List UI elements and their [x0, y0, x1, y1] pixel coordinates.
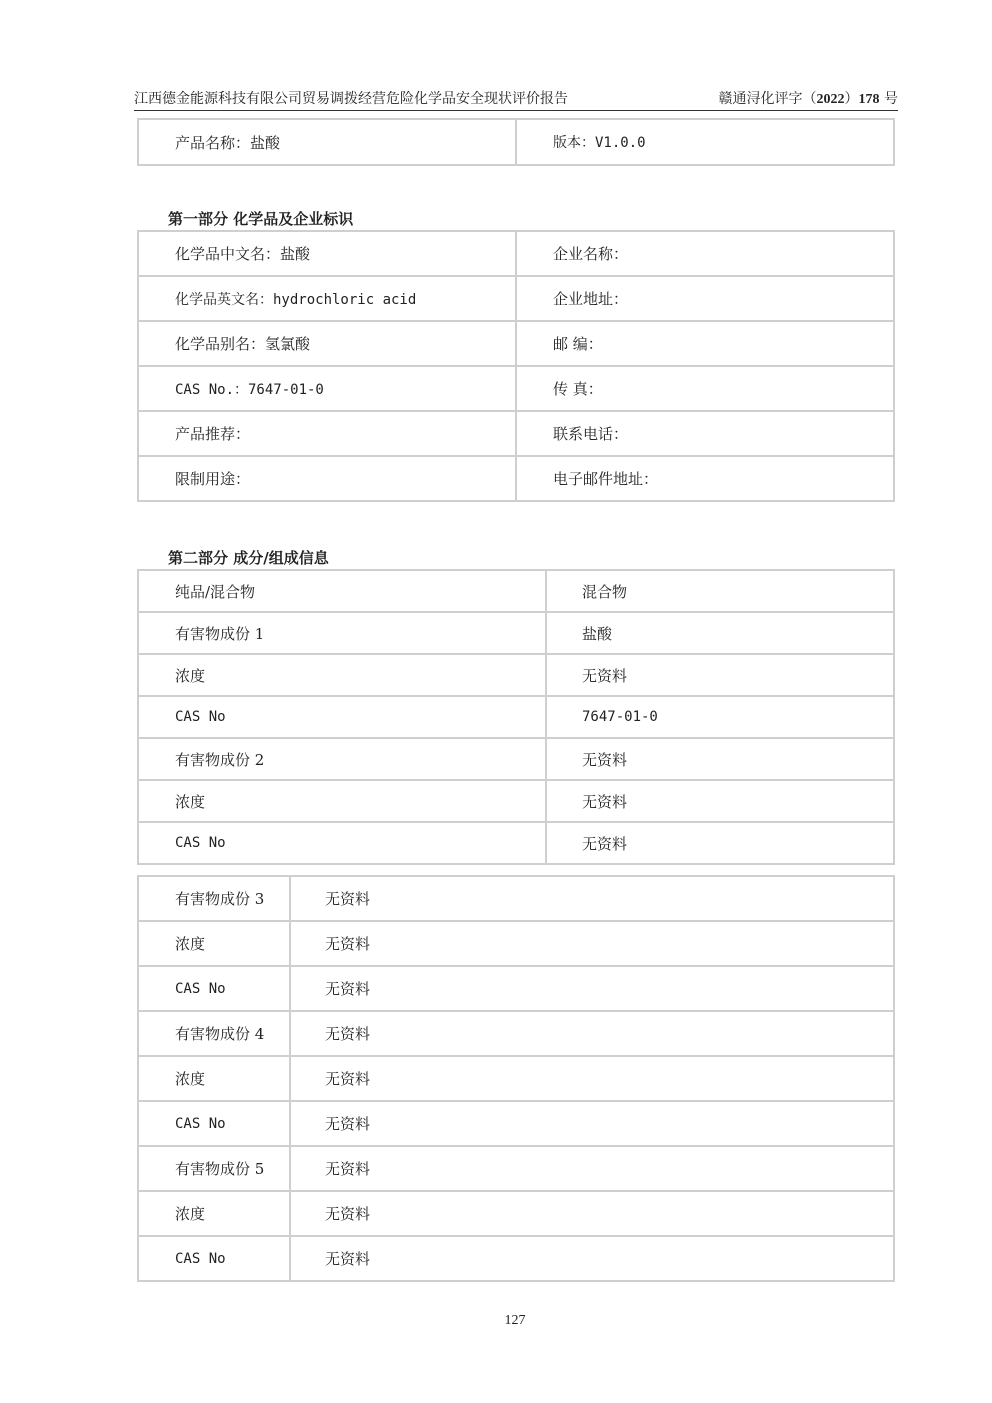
table-row — [138, 696, 894, 738]
cell-label: 有害物成份 4 — [138, 1011, 290, 1056]
cell-value: 无资料 — [290, 876, 894, 921]
cell-label: 纯品/混合物 — [138, 570, 546, 612]
cell-value: 无资料 — [546, 780, 894, 822]
cell-label: 化学品别名：氢氯酸 — [138, 321, 516, 366]
cell-value: 联系电话： — [516, 411, 894, 456]
cell-label: CAS No — [138, 1236, 290, 1281]
cell-label: CAS No — [138, 822, 546, 864]
report-number: 赣通浔化评字（2022）178 号 — [718, 91, 898, 107]
table-row — [138, 612, 894, 654]
page-header — [134, 86, 898, 111]
cell-label: 浓度 — [138, 1191, 290, 1236]
table-row — [138, 876, 894, 921]
table-row — [138, 366, 894, 411]
cell-value: 无资料 — [290, 1056, 894, 1101]
page-number: 127 — [504, 1313, 526, 1328]
cell-label: 化学品中文名：盐酸 — [138, 231, 516, 276]
composition-table-continued — [137, 875, 895, 1282]
cell-value: 混合物 — [546, 570, 894, 612]
cell-value: 7647-01-0 — [546, 696, 894, 738]
table-row — [138, 1236, 894, 1281]
cell-value: 无资料 — [290, 921, 894, 966]
cell-label: 有害物成份 3 — [138, 876, 290, 921]
cell-value: 无资料 — [290, 1011, 894, 1056]
table-row — [138, 321, 894, 366]
product-version: 版本：V1.0.0 — [516, 119, 894, 165]
composition-table — [137, 569, 895, 865]
table-row — [138, 1146, 894, 1191]
cell-label: 产品推荐： — [138, 411, 516, 456]
cell-value: 企业地址： — [516, 276, 894, 321]
table-row — [138, 411, 894, 456]
cell-value: 传 真： — [516, 366, 894, 411]
cell-label: 浓度 — [138, 1056, 290, 1101]
table-row — [138, 456, 894, 501]
cell-label: 浓度 — [138, 921, 290, 966]
table-row — [138, 1056, 894, 1101]
cell-label: 有害物成份 2 — [138, 738, 546, 780]
table-row — [138, 822, 894, 864]
cell-value: 无资料 — [290, 1236, 894, 1281]
table-row — [138, 738, 894, 780]
product-table — [137, 118, 895, 166]
cell-value: 盐酸 — [546, 612, 894, 654]
table-row — [138, 1011, 894, 1056]
cell-value: 无资料 — [290, 1101, 894, 1146]
cell-label: 浓度 — [138, 654, 546, 696]
table-row — [138, 1101, 894, 1146]
cell-label: CAS No — [138, 696, 546, 738]
cell-value: 无资料 — [546, 822, 894, 864]
table-row — [138, 119, 894, 165]
cell-value: 无资料 — [546, 738, 894, 780]
cell-label: 有害物成份 5 — [138, 1146, 290, 1191]
table-row — [138, 654, 894, 696]
cell-value: 无资料 — [290, 966, 894, 1011]
cell-label: CAS No — [138, 966, 290, 1011]
cell-value: 企业名称： — [516, 231, 894, 276]
cell-label: 化学品英文名：hydrochloric acid — [138, 276, 516, 321]
section-title-part1: 第一部分 化学品及企业标识 — [168, 210, 354, 228]
product-name: 产品名称：盐酸 — [138, 119, 516, 165]
table-row — [138, 276, 894, 321]
table-row — [138, 966, 894, 1011]
section-title-part2: 第二部分 成分/组成信息 — [168, 549, 329, 567]
cell-value: 电子邮件地址： — [516, 456, 894, 501]
cell-value: 邮 编： — [516, 321, 894, 366]
cell-value: 无资料 — [546, 654, 894, 696]
cell-value: 无资料 — [290, 1191, 894, 1236]
cell-label: 限制用途： — [138, 456, 516, 501]
identification-table — [137, 230, 895, 502]
cell-label: CAS No.：7647-01-0 — [138, 366, 516, 411]
table-row — [138, 231, 894, 276]
report-title: 江西德金能源科技有限公司贸易调拨经营危险化学品安全现状评价报告 — [134, 91, 568, 107]
table-row — [138, 1191, 894, 1236]
cell-label: 浓度 — [138, 780, 546, 822]
table-row — [138, 780, 894, 822]
cell-label: CAS No — [138, 1101, 290, 1146]
table-row — [138, 921, 894, 966]
cell-value: 无资料 — [290, 1146, 894, 1191]
table-row — [138, 570, 894, 612]
cell-label: 有害物成份 1 — [138, 612, 546, 654]
